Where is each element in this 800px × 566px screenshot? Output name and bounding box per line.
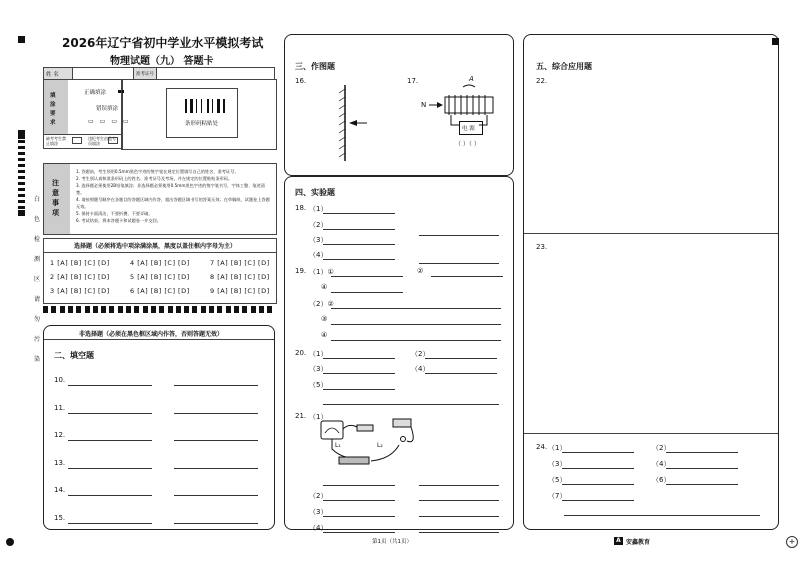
notes-label: 注意事项 — [52, 179, 59, 217]
timing-mark — [18, 200, 25, 203]
notes-item: 1. 答题前，考生须用0.5mm黑色字迹的签字笔在规定位置填写自己的姓名、准考证号。 — [76, 169, 239, 174]
q24-part: （5） — [548, 476, 567, 484]
q20-label: 20. — [295, 349, 307, 357]
page-number: 第1页（共1页） — [372, 539, 412, 545]
choice-question[interactable]: 4 [A] [B] [C] [D] — [130, 259, 190, 267]
q19-label: 19. — [295, 267, 307, 275]
notes-item: 6. 考试结束，将本答题卡和试题卷一并交回。 — [76, 218, 161, 223]
violation-checkbox[interactable] — [108, 137, 118, 144]
q16-label: 16. — [295, 77, 307, 85]
timing-dash — [217, 306, 222, 313]
timing-dash — [143, 306, 148, 313]
sidebar-char: 色 — [34, 216, 41, 223]
timing-dash — [101, 306, 106, 313]
answer-line[interactable] — [68, 385, 152, 386]
choice-question[interactable]: 5 [A] [B] [C] [D] — [130, 273, 190, 281]
timing-mark — [18, 152, 25, 155]
choice-question[interactable]: 6 [A] [B] [C] [D] — [130, 287, 190, 295]
notes-item: 2. 考生须认真核准条形码上的姓名、准考证号及考场，并在规定的位置粘贴条形码。 — [76, 176, 233, 181]
fill-question-number: 12. — [54, 431, 66, 439]
q18-part: （1） — [309, 205, 328, 213]
answer-line[interactable] — [323, 213, 395, 214]
timing-dash — [251, 306, 256, 313]
experiment-section-title: 四、实验题 — [295, 188, 335, 197]
experiment-panel — [284, 176, 514, 530]
timing-dash — [68, 306, 73, 313]
q19-part: ② — [417, 267, 424, 275]
q18-part: （2） — [309, 221, 328, 229]
timing-dash — [176, 306, 181, 313]
registration-mark — [772, 38, 779, 45]
q19-part: ④ — [321, 283, 328, 291]
q24-label: 24. — [536, 443, 548, 451]
wrong-fill-samples: ▭▭▭▭ — [88, 118, 135, 125]
sidebar-char: 测 — [34, 256, 41, 263]
answer-line[interactable] — [68, 440, 152, 441]
comprehensive-section-title: 五、综合应用题 — [536, 62, 592, 71]
answer-line[interactable] — [323, 532, 395, 533]
timing-dash — [184, 306, 189, 313]
answer-line[interactable] — [331, 324, 501, 325]
sidebar-char: 白 — [34, 196, 41, 203]
L1-label: L₁ — [335, 442, 341, 449]
fill-items — [44, 326, 274, 526]
draw-panel — [284, 34, 514, 176]
answer-line[interactable] — [331, 292, 403, 293]
choice-question[interactable]: 1 [A] [B] [C] [D] — [50, 259, 110, 267]
q21-part: （1） — [309, 413, 328, 421]
timing-dash — [118, 306, 123, 313]
answer-line[interactable] — [323, 485, 395, 486]
absent-checkbox[interactable] — [72, 137, 82, 144]
exam-title: 2026年辽宁省初中学业水平模拟考试 — [62, 36, 264, 50]
fill-question-number: 10. — [54, 376, 66, 384]
q20-part: （5） — [309, 381, 328, 389]
timing-dash — [76, 306, 81, 313]
L2-label: L₂ — [377, 442, 383, 449]
timing-dash — [93, 306, 98, 313]
timing-dash — [43, 306, 48, 313]
choice-header: 选择题（必须将选中项涂满涂黑，黑度以盖住框内字母为主） — [74, 243, 237, 250]
q21-label: 21. — [295, 412, 307, 420]
timing-mark — [18, 140, 25, 143]
q24-part: （7） — [548, 492, 567, 500]
barcode-icon — [185, 99, 219, 113]
sidebar-char: 污 — [34, 336, 41, 343]
answer-line[interactable] — [323, 259, 395, 260]
timing-mark — [18, 170, 25, 173]
q19-part: ③ — [321, 315, 328, 323]
q22-label: 22. — [536, 77, 548, 85]
choice-question[interactable]: 2 [A] [B] [C] [D] — [50, 273, 110, 281]
label-N: N — [421, 101, 427, 109]
answer-line[interactable] — [174, 385, 258, 386]
timing-dash — [126, 306, 131, 313]
timing-mark — [18, 146, 25, 149]
answer-line[interactable] — [419, 500, 499, 501]
brand-logo-icon: A — [614, 537, 623, 545]
q21-part: （3） — [309, 508, 328, 516]
answer-line[interactable] — [419, 516, 499, 517]
fill-question-number: 15. — [54, 513, 66, 522]
answer-line[interactable] — [564, 515, 760, 516]
notes-item: 4. 请按照题号顺序在各题目的答题区域内作答，超出答题区域书写的答案无效；在草稿纸、试题卷上答题无效。 — [76, 197, 270, 209]
sidebar-char: 勿 — [34, 316, 41, 323]
q24-part: （1） — [548, 444, 567, 452]
answer-line[interactable] — [331, 340, 501, 341]
timing-mark — [18, 164, 25, 167]
registration-mark — [18, 36, 25, 43]
wrong-fill-label: 错误填涂 — [96, 106, 119, 112]
timing-dash — [209, 306, 214, 313]
answer-line[interactable] — [174, 468, 258, 469]
fill-requirements-label: 填涂要求 — [50, 93, 56, 126]
answer-line[interactable] — [323, 358, 395, 359]
correct-fill-label: 正确填涂 — [84, 90, 107, 96]
timing-mark — [18, 194, 25, 197]
answer-line[interactable] — [323, 500, 395, 501]
answer-line[interactable] — [331, 276, 403, 277]
answer-line[interactable] — [419, 532, 499, 533]
answer-line[interactable] — [323, 516, 395, 517]
timing-dash — [109, 306, 114, 313]
answer-line[interactable] — [431, 276, 503, 277]
choice-question[interactable]: 3 [A] [B] [C] [D] — [50, 287, 110, 295]
fill-question-number: 14. — [54, 486, 66, 494]
power-source: 电 源 — [459, 121, 483, 135]
q19-part: （2）② — [309, 300, 334, 308]
notes-box — [43, 163, 277, 235]
timing-dash — [51, 306, 56, 313]
q19-part: （1）① — [309, 268, 334, 276]
fill-question-number: 11. — [54, 403, 66, 412]
q21-part: （2） — [309, 492, 328, 500]
answer-line[interactable] — [323, 229, 395, 230]
nonchoice-header: 非选择题（必须在黑色框区域内作答，否则答题无效） — [79, 331, 224, 338]
q24-items — [524, 35, 778, 529]
mirror-diagram-icon — [333, 83, 373, 163]
answer-line[interactable] — [419, 235, 499, 236]
polarity-brackets: （ ）（ ） — [455, 141, 480, 148]
answer-line[interactable] — [174, 495, 258, 496]
answer-line[interactable] — [562, 468, 634, 469]
answer-line[interactable] — [419, 485, 499, 486]
timing-mark — [18, 158, 25, 161]
timing-dash — [134, 306, 139, 313]
timing-dash — [201, 306, 206, 313]
fill-section-title: 二、填空题 — [54, 351, 94, 360]
timing-mark — [18, 182, 25, 185]
label-A: A — [469, 75, 474, 83]
q24-part: （2） — [652, 444, 671, 452]
timing-dash — [242, 306, 247, 313]
registration-dot — [6, 538, 14, 546]
answer-line[interactable] — [666, 452, 738, 453]
q24-part: （3） — [548, 460, 567, 468]
answer-line[interactable] — [419, 263, 499, 264]
answer-line[interactable] — [174, 523, 258, 524]
answer-line[interactable] — [323, 389, 395, 390]
timing-mark — [18, 176, 25, 179]
answer-line[interactable] — [323, 373, 395, 374]
timing-mark — [18, 188, 25, 191]
notes-item: 3. 选择题必须使用2B铅笔填涂；非选择题必须使用0.5mm黑色字迹的签字笔书写，字体工整、笔迹清楚。 — [76, 183, 265, 195]
answer-line[interactable] — [174, 413, 258, 414]
notes-item: 5. 保持卡面清洁，不要折叠、不要弄破。 — [76, 211, 153, 216]
absent-box: 缺考考生禁止填涂 违纪考生由监考员填涂 — [43, 133, 123, 149]
q20-part: （3） — [309, 365, 328, 373]
q23-label: 23. — [536, 243, 548, 251]
answer-line[interactable] — [68, 495, 152, 496]
crosshair-icon: + — [786, 536, 798, 548]
timing-dash-row — [43, 306, 275, 314]
sidebar-char: 染 — [34, 356, 41, 363]
answer-line[interactable] — [425, 358, 497, 359]
notes-list — [76, 168, 272, 224]
q18-part: （4） — [309, 251, 328, 259]
answer-line[interactable] — [425, 373, 497, 374]
answer-line[interactable] — [331, 308, 501, 309]
exam-subtitle: 物理试题（九） 答题卡 — [110, 56, 214, 67]
q24-part: （6） — [652, 476, 671, 484]
sidebar-char: 区 — [34, 276, 41, 283]
brand-name: 安鑫教育 — [626, 539, 651, 546]
q20-part: （4） — [411, 365, 430, 373]
barcode-box — [121, 79, 277, 150]
answer-line[interactable] — [68, 523, 152, 524]
timing-dash — [267, 306, 272, 313]
timing-dash — [234, 306, 239, 313]
timing-dash — [151, 306, 156, 313]
q19-part: ④ — [321, 331, 328, 339]
fill-requirements-box — [43, 79, 135, 135]
barcode-label: 条形码粘贴处 — [185, 121, 219, 127]
answer-line[interactable] — [68, 413, 152, 414]
timing-dash — [85, 306, 90, 313]
q18-part: （3） — [309, 236, 328, 244]
answer-line[interactable] — [562, 484, 634, 485]
q21-part: （4） — [309, 524, 328, 532]
choice-box — [43, 238, 277, 304]
registration-mark — [18, 130, 25, 139]
timing-dash — [60, 306, 65, 313]
timing-dash — [226, 306, 231, 313]
answer-line[interactable] — [562, 500, 634, 501]
choice-question[interactable]: 8 [A] [B] [C] [D] — [210, 273, 270, 281]
answer-line[interactable] — [174, 440, 258, 441]
id-field[interactable] — [157, 68, 275, 80]
sidebar-char: 检 — [34, 236, 41, 243]
name-field[interactable] — [73, 68, 134, 80]
answer-line[interactable] — [68, 468, 152, 469]
experiment-items — [285, 177, 515, 532]
name-label: 姓 名 — [44, 68, 73, 80]
q24-part: （4） — [652, 460, 671, 468]
answer-line[interactable] — [323, 244, 395, 245]
timing-dash — [259, 306, 264, 313]
answer-line[interactable] — [562, 452, 634, 453]
timing-marks — [18, 140, 26, 210]
comprehensive-panel — [523, 34, 779, 530]
registration-mark — [18, 210, 25, 216]
answer-line[interactable] — [666, 484, 738, 485]
timing-dash — [192, 306, 197, 313]
choice-question[interactable]: 9 [A] [B] [C] [D] — [210, 287, 270, 295]
q17-label: 17. — [407, 77, 419, 85]
q20-part: （2） — [411, 350, 430, 358]
q18-label: 18. — [295, 204, 307, 212]
answer-line[interactable] — [323, 404, 499, 405]
sidebar-char: 请 — [34, 296, 41, 303]
choice-question[interactable]: 7 [A] [B] [C] [D] — [210, 259, 270, 267]
answer-line[interactable] — [666, 468, 738, 469]
timing-dash — [168, 306, 173, 313]
timing-mark — [18, 206, 25, 209]
timing-dash — [159, 306, 164, 313]
id-label: 准考证号 — [134, 68, 157, 80]
draw-section-title: 三、作图题 — [295, 62, 335, 71]
fill-question-number: 13. — [54, 458, 66, 467]
q20-part: （1） — [309, 350, 328, 358]
fill-panel — [43, 325, 275, 530]
